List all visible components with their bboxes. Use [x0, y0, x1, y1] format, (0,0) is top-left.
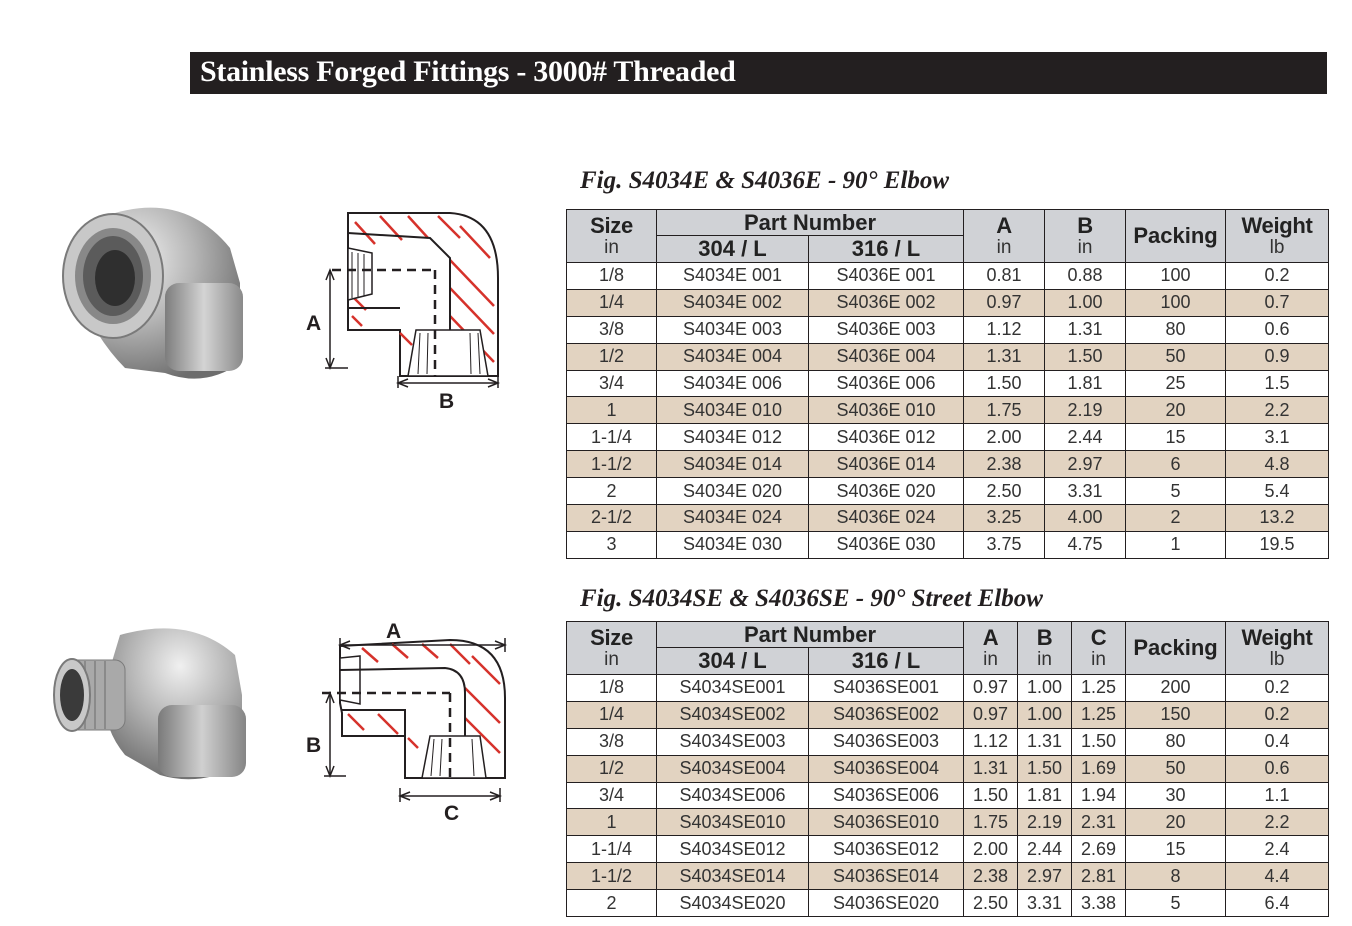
size-cell: 1-1/2 [567, 451, 657, 478]
packing-cell: 50 [1126, 343, 1226, 370]
size-cell: 2 [567, 478, 657, 505]
dim-b-cell: 2.44 [1045, 424, 1126, 451]
weight-cell: 4.8 [1226, 451, 1329, 478]
dim-a-cell: 0.97 [964, 701, 1018, 728]
table-row [567, 263, 1329, 290]
diagram-label-b: B [306, 734, 322, 757]
dim-a-cell: 1.31 [964, 343, 1045, 370]
weight-cell: 0.2 [1226, 701, 1329, 728]
col-weight-header: Weight lb [1226, 210, 1329, 263]
packing-cell: 5 [1126, 478, 1226, 505]
street-elbow-spec-table [566, 621, 1329, 917]
weight-cell: 1.5 [1226, 370, 1329, 397]
part-316-cell: S4036E 004 [809, 343, 964, 370]
part-304-cell: S4034SE002 [657, 701, 809, 728]
diagram-label-b: B [439, 390, 455, 413]
dim-a-cell: 2.50 [964, 478, 1045, 505]
dim-a-cell: 1.12 [964, 316, 1045, 343]
table-row [567, 531, 1329, 558]
dim-b-cell: 1.50 [1045, 343, 1126, 370]
dim-c-cell: 2.31 [1072, 809, 1126, 836]
size-cell: 1-1/4 [567, 836, 657, 863]
col-a-header: A in [964, 622, 1018, 675]
part-316-cell: S4036SE006 [809, 782, 964, 809]
col-b-header: B in [1045, 210, 1126, 263]
col-part-number-header: Part Number [657, 622, 964, 648]
weight-cell: 13.2 [1226, 505, 1329, 532]
part-316-cell: S4036E 014 [809, 451, 964, 478]
table-row [567, 478, 1329, 505]
part-316-cell: S4036SE012 [809, 836, 964, 863]
dim-b-cell: 0.88 [1045, 263, 1126, 290]
part-316-cell: S4036SE004 [809, 755, 964, 782]
packing-cell: 15 [1126, 836, 1226, 863]
size-cell: 1 [567, 397, 657, 424]
dim-b-cell: 4.75 [1045, 531, 1126, 558]
part-304-cell: S4034E 003 [657, 316, 809, 343]
weight-cell: 0.9 [1226, 343, 1329, 370]
part-316-cell: S4036E 030 [809, 531, 964, 558]
size-cell: 3/4 [567, 782, 657, 809]
packing-cell: 15 [1126, 424, 1226, 451]
dim-c-cell: 1.25 [1072, 701, 1126, 728]
weight-cell: 3.1 [1226, 424, 1329, 451]
part-304-cell: S4034E 030 [657, 531, 809, 558]
dim-a-cell: 3.75 [964, 531, 1045, 558]
part-304-cell: S4034E 001 [657, 263, 809, 290]
part-304-cell: S4034E 004 [657, 343, 809, 370]
dim-a-cell: 1.31 [964, 755, 1018, 782]
packing-cell: 8 [1126, 863, 1226, 890]
part-316-cell: S4036E 006 [809, 370, 964, 397]
dim-a-cell: 0.97 [964, 289, 1045, 316]
figure-title-elbow: Fig. S4034E & S4036E - 90° Elbow [580, 167, 950, 194]
dim-b-cell: 1.00 [1018, 701, 1072, 728]
col-c-header: C in [1072, 622, 1126, 675]
part-304-cell: S4034E 012 [657, 424, 809, 451]
dim-c-cell: 3.38 [1072, 890, 1126, 917]
packing-cell: 25 [1126, 370, 1226, 397]
diagram-label-a: A [386, 620, 402, 643]
part-316-cell: S4036E 012 [809, 424, 964, 451]
dim-a-cell: 1.75 [964, 397, 1045, 424]
dim-b-cell: 2.97 [1045, 451, 1126, 478]
dim-a-cell: 2.50 [964, 890, 1018, 917]
dim-b-cell: 2.97 [1018, 863, 1072, 890]
dim-a-cell: 2.00 [964, 836, 1018, 863]
packing-cell: 6 [1126, 451, 1226, 478]
size-cell: 2-1/2 [567, 505, 657, 532]
size-cell: 2 [567, 890, 657, 917]
packing-cell: 80 [1126, 316, 1226, 343]
col-b-header: B in [1018, 622, 1072, 675]
packing-cell: 30 [1126, 782, 1226, 809]
dim-c-cell: 1.25 [1072, 675, 1126, 702]
part-316-cell: S4036SE002 [809, 701, 964, 728]
dim-b-cell: 3.31 [1045, 478, 1126, 505]
dim-b-cell: 2.44 [1018, 836, 1072, 863]
table-row [567, 809, 1329, 836]
part-304-cell: S4034SE001 [657, 675, 809, 702]
weight-cell: 2.2 [1226, 809, 1329, 836]
dim-b-cell: 1.81 [1018, 782, 1072, 809]
size-cell: 3 [567, 531, 657, 558]
weight-cell: 0.6 [1226, 316, 1329, 343]
table-row [567, 505, 1329, 532]
street-elbow-table-body [567, 675, 1329, 917]
table-row [567, 289, 1329, 316]
size-cell: 3/8 [567, 728, 657, 755]
dim-c-cell: 2.69 [1072, 836, 1126, 863]
dim-a-cell: 3.25 [964, 505, 1045, 532]
part-304-cell: S4034E 020 [657, 478, 809, 505]
packing-cell: 5 [1126, 890, 1226, 917]
page-title: Stainless Forged Fittings - 3000# Threaded [200, 55, 736, 88]
part-304-cell: S4034SE012 [657, 836, 809, 863]
table-row [567, 451, 1329, 478]
size-cell: 1/8 [567, 263, 657, 290]
weight-cell: 2.2 [1226, 397, 1329, 424]
packing-cell: 1 [1126, 531, 1226, 558]
diagram-label-c: C [444, 802, 460, 825]
table-row [567, 316, 1329, 343]
dim-a-cell: 1.50 [964, 370, 1045, 397]
part-304-cell: S4034SE003 [657, 728, 809, 755]
dim-a-cell: 1.75 [964, 809, 1018, 836]
part-316-cell: S4036E 020 [809, 478, 964, 505]
elbow-spec-table [566, 209, 1329, 559]
col-part-number-header: Part Number [657, 210, 964, 236]
table-row [567, 836, 1329, 863]
part-304-cell: S4034E 014 [657, 451, 809, 478]
dim-b-cell: 1.31 [1018, 728, 1072, 755]
col-316-header: 316 / L [809, 648, 964, 675]
elbow-dimension-diagram [300, 208, 515, 418]
figure-title-street-elbow: Fig. S4034SE & S4036SE - 90° Street Elbow [580, 585, 1043, 612]
table-row [567, 370, 1329, 397]
dim-c-cell: 1.50 [1072, 728, 1126, 755]
elbow-table-body [567, 263, 1329, 559]
part-304-cell: S4034E 024 [657, 505, 809, 532]
part-304-cell: S4034SE020 [657, 890, 809, 917]
table-row [567, 863, 1329, 890]
table-row [567, 701, 1329, 728]
part-316-cell: S4036SE001 [809, 675, 964, 702]
weight-cell: 1.1 [1226, 782, 1329, 809]
dim-c-cell: 1.94 [1072, 782, 1126, 809]
weight-cell: 2.4 [1226, 836, 1329, 863]
part-316-cell: S4036E 001 [809, 263, 964, 290]
weight-cell: 0.4 [1226, 728, 1329, 755]
part-316-cell: S4036SE020 [809, 890, 964, 917]
weight-cell: 0.6 [1226, 755, 1329, 782]
dim-a-cell: 2.38 [964, 863, 1018, 890]
weight-cell: 0.2 [1226, 675, 1329, 702]
dim-b-cell: 4.00 [1045, 505, 1126, 532]
table-row [567, 424, 1329, 451]
packing-cell: 200 [1126, 675, 1226, 702]
table-row [567, 397, 1329, 424]
size-cell: 3/8 [567, 316, 657, 343]
part-304-cell: S4034E 010 [657, 397, 809, 424]
part-316-cell: S4036E 010 [809, 397, 964, 424]
weight-cell: 19.5 [1226, 531, 1329, 558]
table-row [567, 728, 1329, 755]
weight-cell: 5.4 [1226, 478, 1329, 505]
dim-b-cell: 2.19 [1045, 397, 1126, 424]
packing-cell: 100 [1126, 289, 1226, 316]
stainless-street-elbow-photo [50, 615, 265, 790]
part-304-cell: S4034SE004 [657, 755, 809, 782]
table-row [567, 890, 1329, 917]
part-316-cell: S4036E 024 [809, 505, 964, 532]
dim-c-cell: 2.81 [1072, 863, 1126, 890]
packing-cell: 2 [1126, 505, 1226, 532]
dim-b-cell: 3.31 [1018, 890, 1072, 917]
col-a-header: A in [964, 210, 1045, 263]
dim-b-cell: 2.19 [1018, 809, 1072, 836]
packing-cell: 50 [1126, 755, 1226, 782]
part-316-cell: S4036SE003 [809, 728, 964, 755]
dim-a-cell: 1.50 [964, 782, 1018, 809]
col-316-header: 316 / L [809, 236, 964, 263]
dim-a-cell: 0.97 [964, 675, 1018, 702]
size-cell: 1/4 [567, 701, 657, 728]
table-row [567, 782, 1329, 809]
col-304-header: 304 / L [657, 236, 809, 263]
packing-cell: 20 [1126, 809, 1226, 836]
dim-c-cell: 1.69 [1072, 755, 1126, 782]
dim-a-cell: 1.12 [964, 728, 1018, 755]
part-304-cell: S4034E 002 [657, 289, 809, 316]
col-size-header: Size in [567, 622, 657, 675]
stainless-elbow-photo [55, 188, 260, 388]
table-row [567, 343, 1329, 370]
size-cell: 1-1/2 [567, 863, 657, 890]
page-title-bar [190, 52, 1327, 94]
size-cell: 1-1/4 [567, 424, 657, 451]
dim-a-cell: 0.81 [964, 263, 1045, 290]
dim-b-cell: 1.81 [1045, 370, 1126, 397]
size-cell: 1/2 [567, 755, 657, 782]
part-316-cell: S4036E 003 [809, 316, 964, 343]
col-packing-header: Packing [1126, 210, 1226, 263]
size-cell: 1/2 [567, 343, 657, 370]
street-elbow-dimension-diagram [300, 618, 515, 828]
part-316-cell: S4036SE014 [809, 863, 964, 890]
diagram-label-a: A [306, 312, 322, 335]
size-cell: 3/4 [567, 370, 657, 397]
size-cell: 1/8 [567, 675, 657, 702]
dim-a-cell: 2.38 [964, 451, 1045, 478]
col-304-header: 304 / L [657, 648, 809, 675]
weight-cell: 0.2 [1226, 263, 1329, 290]
part-316-cell: S4036SE010 [809, 809, 964, 836]
table-row [567, 755, 1329, 782]
packing-cell: 100 [1126, 263, 1226, 290]
dim-b-cell: 1.00 [1045, 289, 1126, 316]
weight-cell: 0.7 [1226, 289, 1329, 316]
part-304-cell: S4034E 006 [657, 370, 809, 397]
packing-cell: 150 [1126, 701, 1226, 728]
part-304-cell: S4034SE010 [657, 809, 809, 836]
dim-a-cell: 2.00 [964, 424, 1045, 451]
table-row [567, 675, 1329, 702]
col-packing-header: Packing [1126, 622, 1226, 675]
packing-cell: 80 [1126, 728, 1226, 755]
col-weight-header: Weight lb [1226, 622, 1329, 675]
dim-b-cell: 1.00 [1018, 675, 1072, 702]
weight-cell: 6.4 [1226, 890, 1329, 917]
part-304-cell: S4034SE014 [657, 863, 809, 890]
col-size-header: Size in [567, 210, 657, 263]
size-cell: 1/4 [567, 289, 657, 316]
part-304-cell: S4034SE006 [657, 782, 809, 809]
part-316-cell: S4036E 002 [809, 289, 964, 316]
dim-b-cell: 1.31 [1045, 316, 1126, 343]
size-cell: 1 [567, 809, 657, 836]
weight-cell: 4.4 [1226, 863, 1329, 890]
packing-cell: 20 [1126, 397, 1226, 424]
dim-b-cell: 1.50 [1018, 755, 1072, 782]
